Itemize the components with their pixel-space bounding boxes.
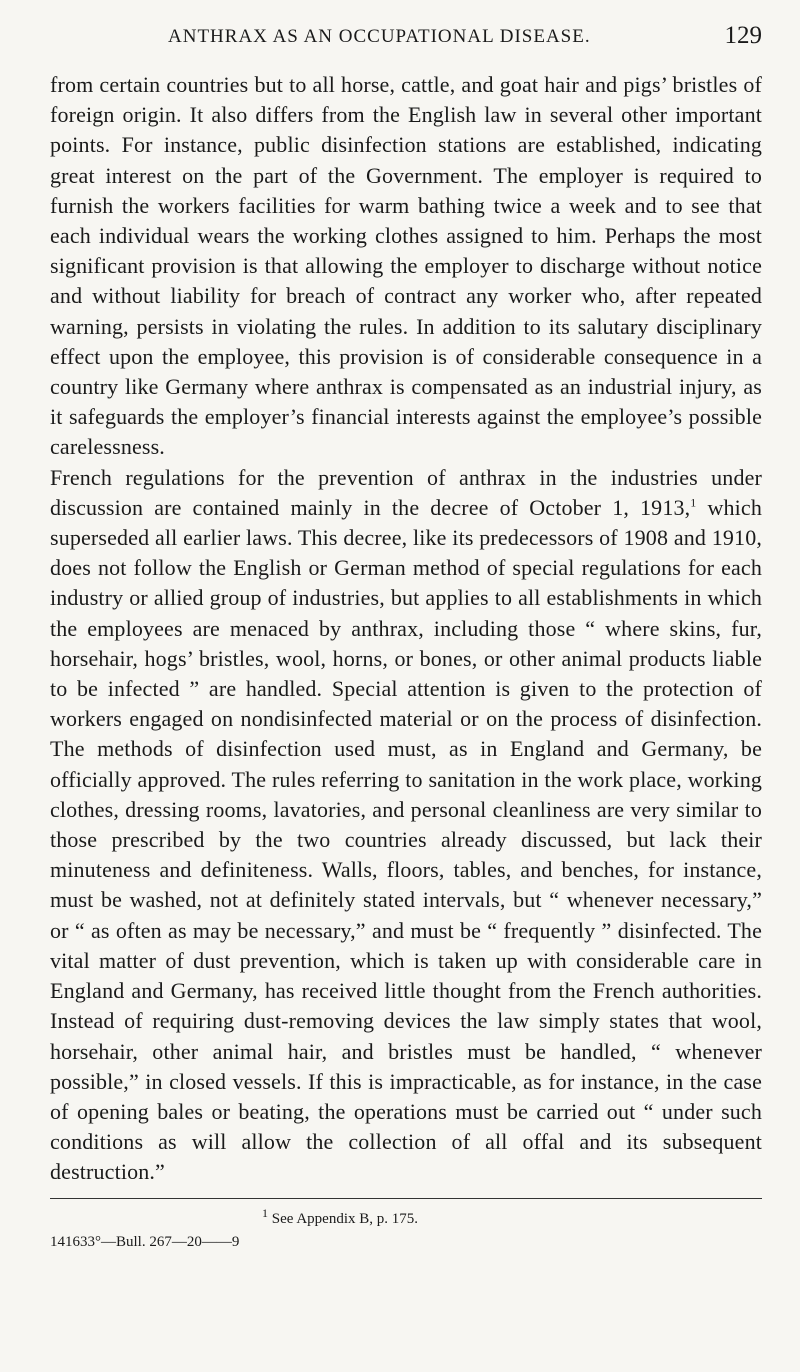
paragraph-2-text-b: which superseded all earlier laws. This decree, like its predecessors of 1908 and 1910, does not follow the English or German method of special regulations for each industry or allied group of industries, but applies to all establishments in which the employees are menaced by anthrax, including those “ where skins, fur, horsehair, hogs’ bristles, wool, horns, or bones, or other animal products liable to be infected ” are handled. Special attention is given to the protection of workers engaged on nondisinfected material or on the process of disinfection. The methods of disinfection used must, as in England and Germany, be officially approved. The rules referring to sanitation in the work place, working clothes, dressing rooms, lavatories, and personal cleanliness are very similar to those prescribed by the two countries already discussed, but lack their minuteness and definiteness. Walls, floors, tables, and benches, for instance, must be washed, not at definitely stated intervals, but “ whenever necessary,” or “ as often as may be necessary,” and must be “ frequently ” disinfected. The vital matter of dust prevention, which is taken up with considerable care in England and Germany, has received little thought from the French authorities. Instead of requiring dust-removing devices the law simply states that wool, horsehair, other animal hair, and bristles must be handled, “ whenever possible,” in closed vessels. If this is impracticable, as for instance, in the case of opening bales or beating, the operations must be carried out “ under such conditions as will allow the collection of all offal and its subsequent destruction.” bbox=[50, 494, 762, 1185]
printer-imprint: 141633°—Bull. 267—20——9 bbox=[50, 1233, 240, 1250]
document-page bbox=[50, 22, 762, 1251]
running-head bbox=[50, 22, 762, 52]
page-number: 129 bbox=[724, 22, 762, 49]
footnote bbox=[50, 1205, 762, 1228]
running-title: ANTHRAX AS AN OCCUPATIONAL DISEASE. bbox=[168, 26, 591, 47]
footnote-divider bbox=[50, 1198, 762, 1199]
paragraph-2-text-a: French regulations for the prevention of anthrax in the industries under discussion are contained mainly in the decree of October 1, 1913, bbox=[50, 464, 762, 520]
footnote-marker: 1 bbox=[262, 1205, 268, 1220]
paragraph-1: from certain countries but to all horse, cattle, and goat hair and pigs’ bristles of foreign origin. It also differs from the English law in several other important points. For instance, public disinfection stations are established, indicating great interest on the part of the Government. The employer is required to furnish the workers facilities for warm bathing twice a week and to see that each individual wears the working clothes assigned to him. Perhaps the most significant provision is that allowing the employer to discharge without notice and without liability for breach of contract any worker who, after repeated warning, persists in violating the rules. In addition to its salutary disciplinary effect upon the employee, this provision is of considerable consequence in a country like Germany where anthrax is compensated as an industrial injury, as it safeguards the employer’s financial interests against the employee’s possible carelessness. bbox=[50, 72, 762, 460]
footnote-reference: 1 bbox=[690, 495, 697, 510]
footnote-text: See Appendix B, p. 175. bbox=[268, 1210, 418, 1227]
body-text bbox=[50, 70, 762, 1188]
paragraph-2 bbox=[50, 463, 762, 1188]
